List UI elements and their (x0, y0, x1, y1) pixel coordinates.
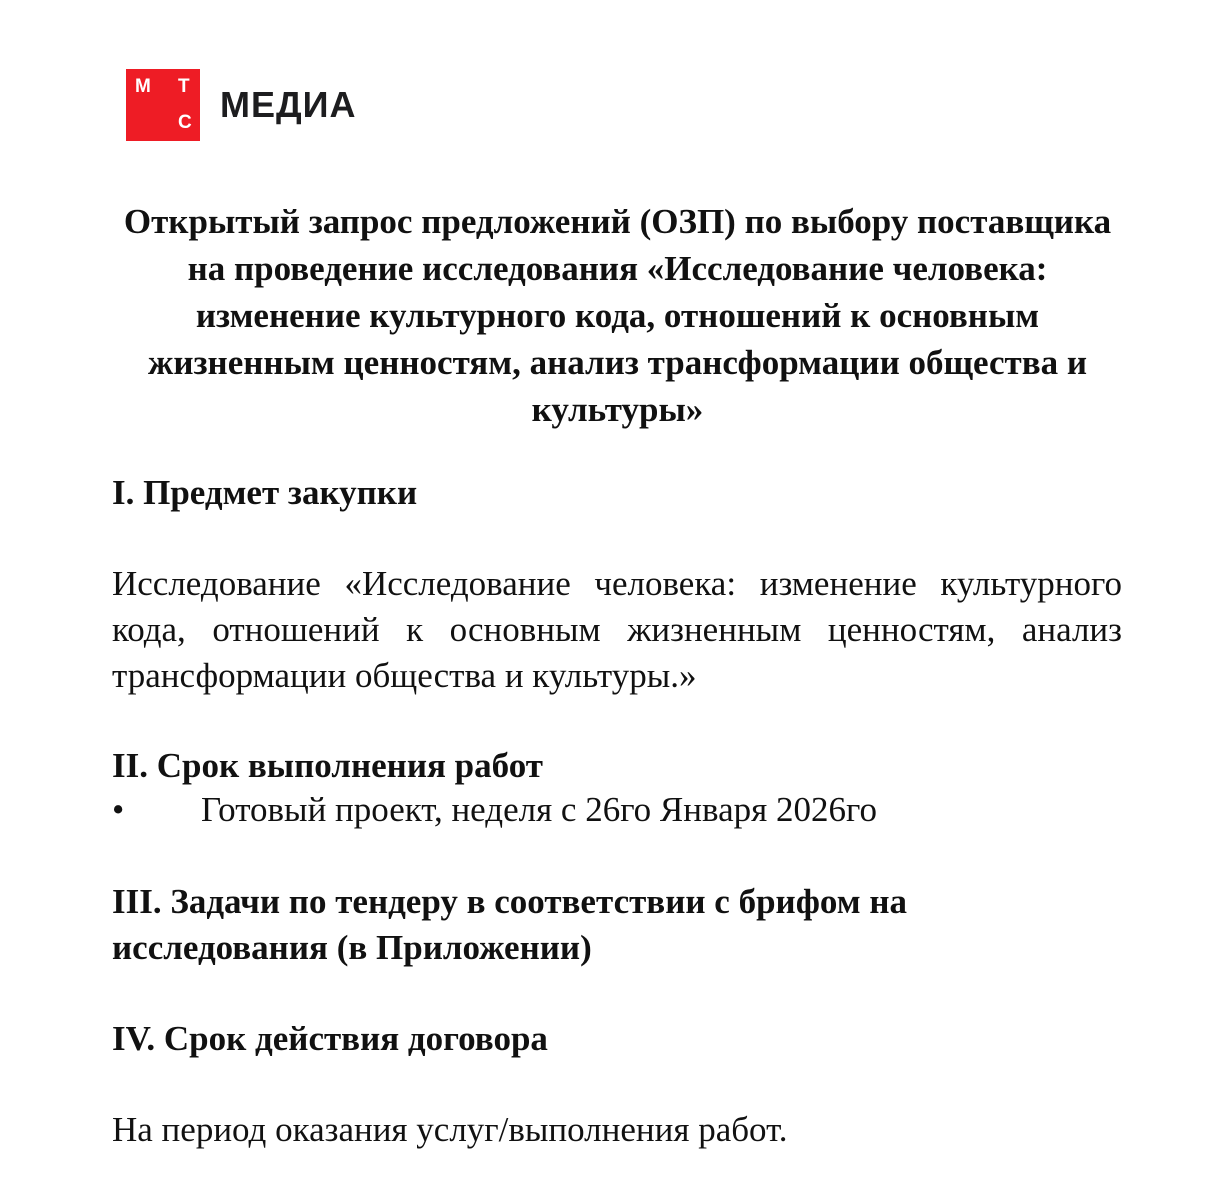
bullet-icon: • (112, 790, 125, 829)
bullet-text: Готовый проект, неделя с 26го Января 2026го (201, 790, 877, 829)
logo-letter-c: С (178, 112, 192, 133)
document-title: Открытый запрос предложений (ОЗП) по выбору поставщика на проведение исследования «Исследование человека: изменение культурного кода, отношений к основным жизненным ценностям, анализ трансформации общества и культуры» (123, 202, 1112, 429)
section-4-body: На период оказания услуг/выполнения работ. (112, 1110, 788, 1149)
logo-wordmark: МЕДИА (220, 84, 357, 125)
logo-letter-m: М (135, 76, 151, 97)
mts-logo-square (126, 69, 200, 141)
section-4-heading: IV. Срок действия договора (112, 1019, 548, 1058)
section-2-bullet-item (112, 787, 877, 833)
section-1-body: Исследование «Исследование человека: изменение культурного кода, отношений к основным жизненным ценностям, анализ трансформации общества и культуры.» (112, 564, 1122, 695)
section-3-heading: III. Задачи по тендеру в соответствии с брифом на исследования (в Приложении) (112, 882, 908, 967)
section-2-heading: II. Срок выполнения работ (112, 746, 543, 785)
mts-media-logo (126, 69, 357, 141)
logo-letter-t: Т (178, 76, 190, 97)
section-1-heading: I. Предмет закупки (112, 473, 418, 512)
